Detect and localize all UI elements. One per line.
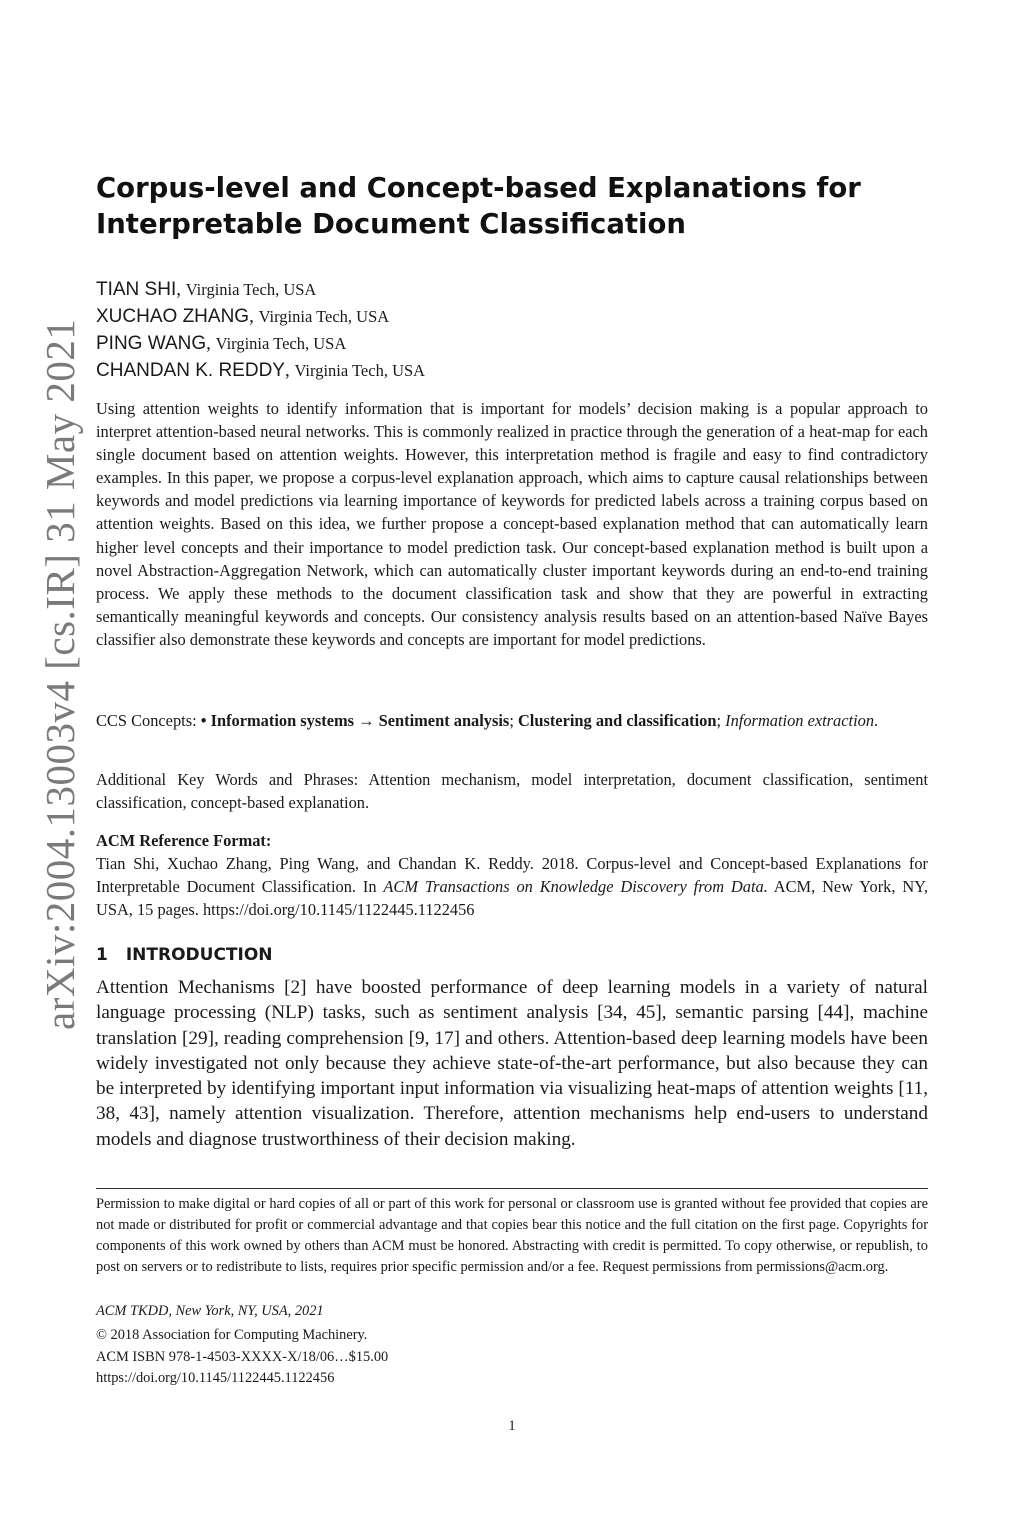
ccs-prefix: CCS Concepts:	[96, 711, 201, 730]
ccs-arrow: →	[358, 711, 375, 730]
ccs-concept-3: Clustering and classification	[517, 711, 717, 730]
author-list	[96, 276, 425, 384]
abstract: Using attention weights to identify information that is important for models’ decision making is a popular approach to interpret attention-based neural networks. This is commonly realized in practice through the generation of a heat-map for each single document based on attention weights. However, this interpretation method is fragile and easy to find contradictory examples. In this paper, we propose a corpus-level explanation approach, which aims to capture causal relationships between keywords and model predictions via learning importance of keywords for predicted labels across a training corpus based on attention weights. Based on this idea, we further propose a concept-based explanation method that can automatically learn higher level concepts and their importance to model prediction task. Our concept-based explanation method is built upon a novel Abstraction-Aggregation Network, which can automatically cluster important keywords during an end-to-end training process. We apply these methods to the document classification task and show that they are powerful in extracting semantically meaningful keywords and concepts. Our consistency analysis results based on an attention-based Naïve Bayes classifier also demonstrate these keywords and concepts are important for model predictions.	[96, 399, 928, 649]
venue-line: ACM TKDD, New York, NY, USA, 2021	[96, 1303, 324, 1319]
author-name: TIAN SHI	[96, 279, 177, 300]
ccs-concept-4: Information extraction	[725, 711, 875, 730]
author-name: XUCHAO ZHANG	[96, 306, 250, 327]
section-title: INTRODUCTION	[125, 945, 273, 965]
author-name: PING WANG	[96, 333, 207, 354]
ccs-concept-2: Sentiment analysis	[378, 711, 510, 730]
ccs-separator: ;	[716, 711, 726, 730]
introduction-paragraph: Attention Mechanisms [2] have boosted performance of deep learning models in a variety of natural language processing (NLP) tasks, such as sentiment analysis [34, 45], semantic parsing [44], machine translation [29], reading comprehension [9, 17] and others. Attention-based deep learning models have been widely investigated not only because they achieve state-of-the-art performance, but also because they can be interpreted by identifying important input information via visualizing heat-maps of attention weights [11, 38, 43], namely attention visualization. Therefore, attention mechanisms help end-users to understand models and diagnose trustworthiness of their decision making.	[96, 977, 928, 1150]
reference-heading: ACM Reference Format:	[96, 831, 272, 850]
author-name: CHANDAN K. REDDY	[96, 360, 285, 381]
author-affiliation: Virginia Tech, USA	[215, 334, 347, 353]
section-number: 1	[96, 945, 108, 965]
ccs-end: .	[874, 711, 879, 730]
author-entry: XUCHAO ZHANG, Virginia Tech, USA	[96, 306, 390, 327]
isbn-line: ACM ISBN 978-1-4503-XXXX-X/18/06…$15.00	[96, 1348, 389, 1365]
author-affiliation: Virginia Tech, USA	[294, 361, 426, 380]
author-entry: CHANDAN K. REDDY, Virginia Tech, USA	[96, 360, 426, 381]
ccs-concepts	[96, 709, 928, 732]
author-entry: TIAN SHI, Virginia Tech, USA	[96, 279, 317, 300]
reference-journal: ACM Transactions on Knowledge Discovery from Data.	[383, 877, 768, 897]
title-line-2: Interpretable Document Classification	[96, 208, 686, 240]
ccs-separator: ;	[509, 711, 518, 730]
arxiv-identifier: arXiv:2004.13003v4 [cs.IR] 31 May 2021	[37, 318, 83, 1030]
reference-format	[96, 852, 928, 921]
title-line-1: Corpus-level and Concept-based Explanations for	[96, 172, 861, 204]
ccs-concept-1: Information systems	[210, 711, 355, 730]
copyright-line: © 2018 Association for Computing Machinery.	[96, 1327, 368, 1343]
paper-title	[96, 170, 928, 242]
reference-text: Tian Shi, Xuchao Zhang, Ping Wang, and Chandan K. Reddy. 2018. Corpus-level and Concept-based Explanations for Interpretable Document Classification. In	[96, 854, 928, 897]
author-affiliation: Virginia Tech, USA	[185, 280, 317, 299]
doi-line: https://doi.org/10.1145/1122445.1122456	[96, 1370, 335, 1386]
page-number: 1	[508, 1418, 516, 1434]
reference-text-end: ACM, New York, NY, USA, 15 pages. https://doi.org/10.1145/1122445.1122456	[96, 877, 928, 920]
permission-notice: Permission to make digital or hard copies of all or part of this work for personal or classroom use is granted without fee provided that copies are not made or distributed for profit or commercial advantage and that copies bear this notice and the full citation on the first page. Copyrights for components of this work owned by others than ACM must be honored. Abstracting with credit is permitted. To copy otherwise, or republish, to post on servers or to redistribute to lists, requires prior specific permission and/or a fee. Request permissions from permissions@acm.org.	[96, 1196, 928, 1275]
author-entry: PING WANG, Virginia Tech, USA	[96, 333, 347, 354]
section-heading	[96, 943, 273, 967]
ccs-bullet: •	[200, 711, 207, 730]
author-affiliation: Virginia Tech, USA	[258, 307, 390, 326]
footnote-divider	[96, 1188, 928, 1189]
keywords: Additional Key Words and Phrases: Attention mechanism, model interpretation, document classification, sentiment classification, concept-based explanation.	[96, 770, 928, 813]
copyright-block	[96, 1325, 388, 1390]
